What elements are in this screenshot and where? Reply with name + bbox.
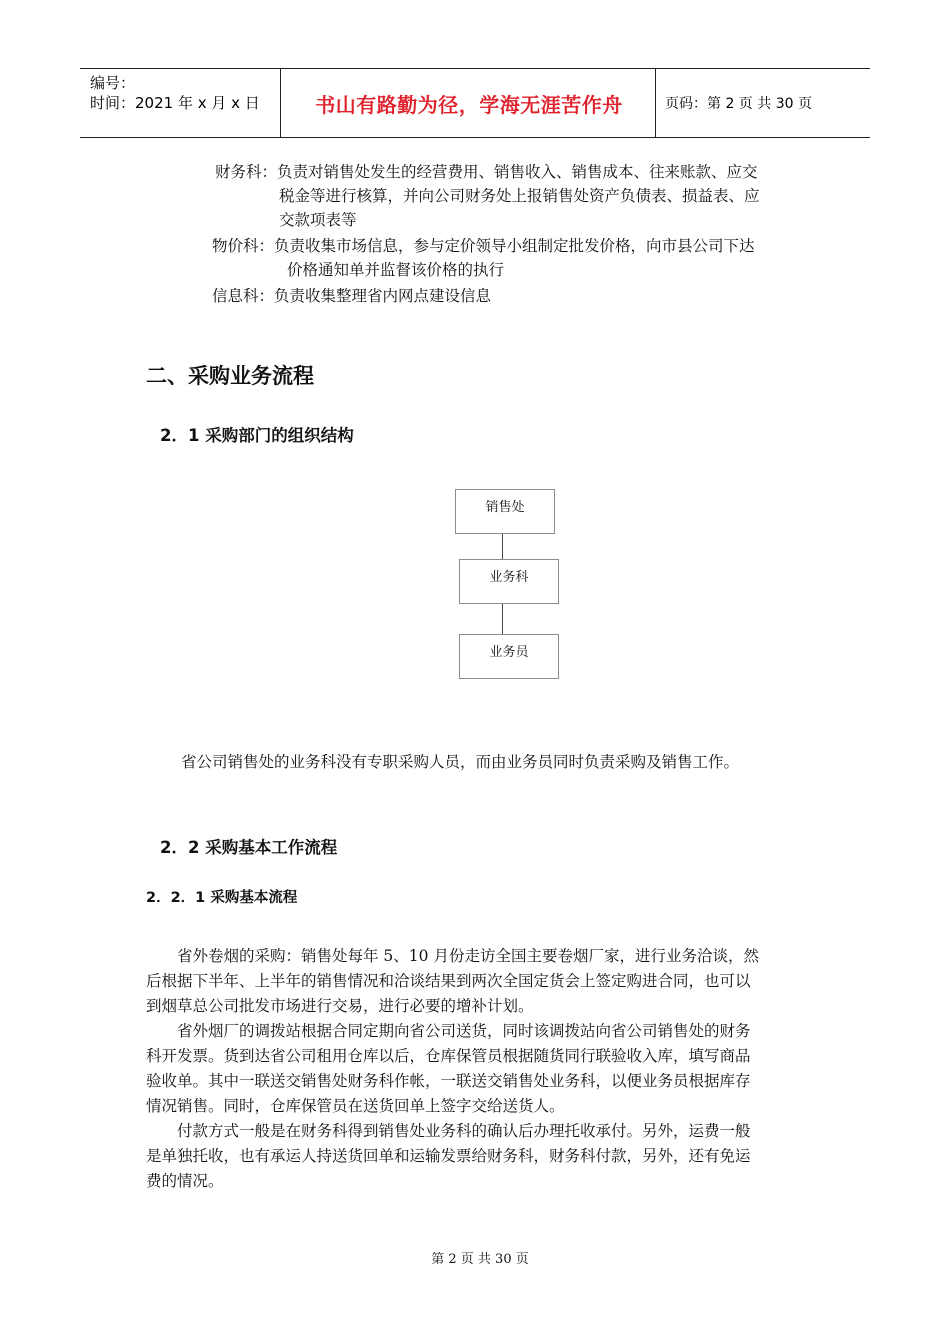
dept-price-line-2: 价格通知单并监督该价格的执行 xyxy=(287,261,505,279)
org-connector xyxy=(502,604,503,634)
paragraph-line: 付款方式一般是在财务科得到销售处业务科的确认后办理托收承付。另外，运费一般 xyxy=(177,1122,751,1140)
paragraph-line: 验收单。其中一联送交销售处财务科作帐，一联送交销售处业务科，以便业务员根据库存 xyxy=(146,1072,751,1090)
org-connector xyxy=(502,534,503,559)
paragraph-line: 后根据下半年、上半年的销售情况和洽谈结果到两次全国定货会上签定购进合同，也可以 xyxy=(146,972,751,990)
page-header xyxy=(80,68,870,138)
paragraph-line: 是单独托收，也有承运人持送货回单和运输发票给财务科，财务科付款，另外，还有免运 xyxy=(146,1147,751,1165)
page-footer: 第 2 页 共 30 页 xyxy=(431,1252,529,1267)
org-box-business-section: 业务科 xyxy=(459,559,559,604)
paragraph-line: 省外卷烟的采购：销售处每年 5、10 月份走访全国主要卷烟厂家，进行业务洽谈，然 xyxy=(177,947,759,965)
org-box-sales-dept: 销售处 xyxy=(455,489,555,534)
org-box-salesman: 业务员 xyxy=(459,634,559,679)
paragraph-line: 到烟草总公司批发市场进行交易，进行必要的增补计划。 xyxy=(146,997,534,1015)
header-meta xyxy=(90,73,260,113)
paragraph-line: 费的情况。 xyxy=(146,1172,224,1190)
time-label: 时间：2021 年 x 月 x 日 xyxy=(90,94,260,112)
subsection-title: 2．1 采购部门的组织结构 xyxy=(160,426,354,445)
header-divider xyxy=(280,69,281,137)
paragraph-line: 情况销售。同时，仓库保管员在送货回单上签字交给送货人。 xyxy=(146,1097,565,1115)
dept-finance-line-3: 交款项表等 xyxy=(279,211,357,229)
paragraph-line: 省外烟厂的调拨站根据合同定期向省公司送货，同时该调拨站向省公司销售处的财务 xyxy=(177,1022,751,1040)
header-slogan: 书山有路勤为径，学海无涯苦作舟 xyxy=(315,93,623,117)
dept-finance-line-2: 税金等进行核算，并向公司财务处上报销售处资产负债表、损益表、应 xyxy=(279,187,760,205)
subsubsection-title: 2．2．1 采购基本流程 xyxy=(146,890,298,906)
dept-info-line-1: 信息科：负责收集整理省内网点建设信息 xyxy=(212,287,492,305)
dept-price-line-1: 物价科：负责收集市场信息，参与定价领导小组制定批发价格，向市县公司下达 xyxy=(212,237,755,255)
subsection-title: 2．2 采购基本工作流程 xyxy=(160,838,338,857)
header-page-info: 页码：第 2 页 共 30 页 xyxy=(665,96,812,112)
section-title: 二、采购业务流程 xyxy=(146,364,314,388)
dept-finance-line-1: 财务科：负责对销售处发生的经营费用、销售收入、销售成本、往来账款、应交 xyxy=(215,163,758,181)
org-note: 省公司销售处的业务科没有专职采购人员，而由业务员同时负责采购及销售工作。 xyxy=(181,753,740,771)
paragraph-line: 科开发票。货到达省公司租用仓库以后，仓库保管员根据随货同行联验收入库，填写商品 xyxy=(146,1047,751,1065)
header-divider xyxy=(655,69,656,137)
serial-label: 编号： xyxy=(90,74,136,92)
